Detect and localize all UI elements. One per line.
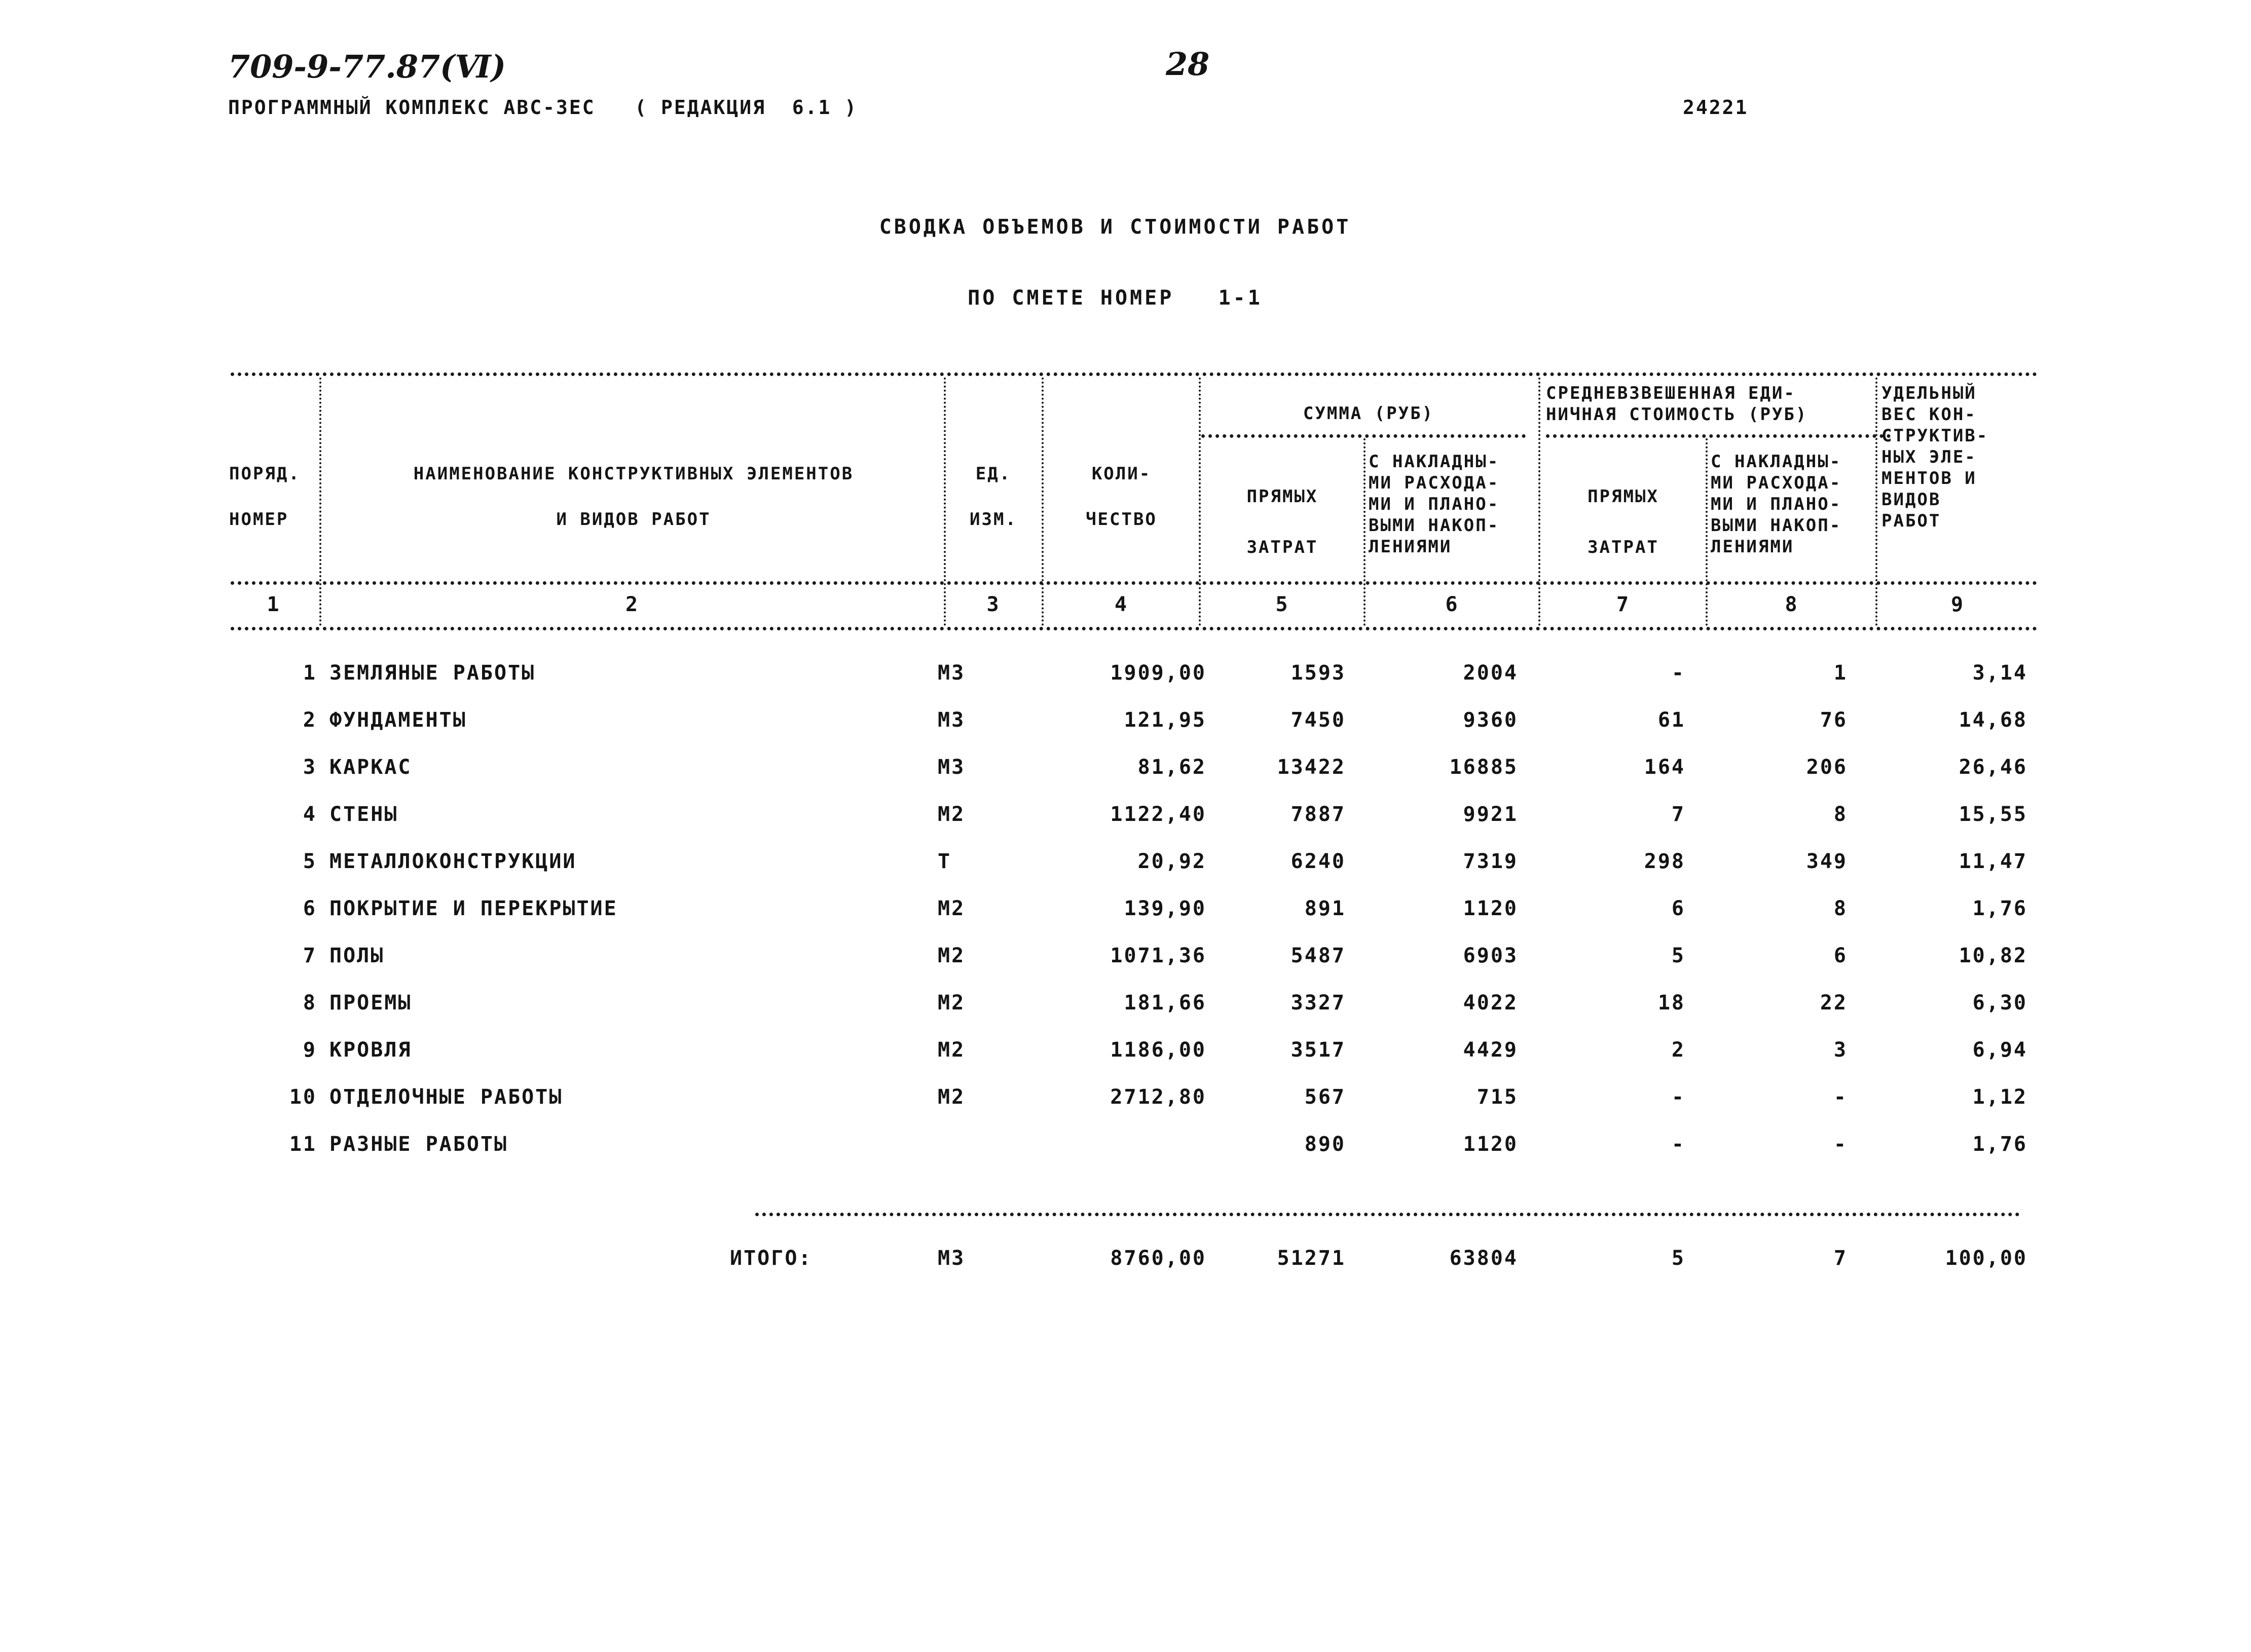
header-unit: ЕД. ИЗМ. bbox=[970, 464, 1017, 530]
row-quantity: 1122,40 bbox=[1110, 803, 1206, 826]
page-title: СВОДКА ОБЪЕМОВ И СТОИМОСТИ РАБОТ bbox=[879, 215, 1351, 239]
row-overhead-cost: 2004 bbox=[1463, 661, 1518, 685]
header-bottom-rule bbox=[231, 581, 2038, 585]
row-average-overhead: 206 bbox=[1806, 756, 1848, 779]
header-element-name: НАИМЕНОВАНИЕ КОНСТРУКТИВНЫХ ЭЛЕМЕНТОВ И ВИДОВ РАБОТ bbox=[413, 464, 854, 530]
row-average-direct: 18 bbox=[1657, 991, 1685, 1015]
row-direct-cost: 13422 bbox=[1277, 756, 1346, 779]
row-share: 3,14 bbox=[1972, 661, 2027, 685]
column-separator bbox=[319, 378, 321, 626]
row-direct-cost: 890 bbox=[1304, 1133, 1346, 1156]
column-number: 2 bbox=[625, 593, 640, 616]
row-average-overhead: 6 bbox=[1833, 944, 1848, 967]
total-average-direct: 5 bbox=[1671, 1247, 1685, 1270]
column-separator bbox=[1875, 378, 1877, 626]
row-unit: М2 bbox=[938, 1038, 966, 1062]
header-order-number: ПОРЯД. НОМЕР bbox=[229, 464, 301, 530]
row-average-overhead: 1 bbox=[1833, 661, 1848, 685]
row-share: 10,82 bbox=[1959, 944, 2027, 967]
avg-group-rule bbox=[1546, 434, 1891, 438]
row-quantity: 181,66 bbox=[1124, 991, 1206, 1015]
row-element-name: ЗЕМЛЯНЫЕ РАБОТЫ bbox=[329, 661, 536, 685]
row-number: 9 bbox=[303, 1038, 317, 1062]
row-number: 3 bbox=[303, 756, 317, 779]
handwritten-page-number: 28 bbox=[1166, 46, 1210, 83]
row-direct-cost: 3327 bbox=[1290, 991, 1346, 1015]
row-share: 6,30 bbox=[1972, 991, 2027, 1015]
row-quantity: 81,62 bbox=[1137, 756, 1206, 779]
total-average-overhead: 7 bbox=[1833, 1247, 1848, 1270]
document-number: 24221 bbox=[1683, 96, 1749, 119]
row-average-direct: 6 bbox=[1671, 897, 1685, 920]
row-overhead-cost: 16885 bbox=[1449, 756, 1518, 779]
row-quantity: 1186,00 bbox=[1110, 1038, 1206, 1062]
row-number: 11 bbox=[289, 1133, 317, 1156]
row-average-overhead: - bbox=[1833, 1085, 1848, 1109]
row-quantity: 2712,80 bbox=[1110, 1085, 1206, 1109]
row-element-name: КАРКАС bbox=[329, 756, 412, 779]
column-number: 9 bbox=[1950, 593, 1965, 616]
total-unit: М3 bbox=[938, 1247, 966, 1270]
row-share: 14,68 bbox=[1959, 708, 2027, 732]
total-direct: 51271 bbox=[1277, 1247, 1346, 1270]
row-direct-cost: 6240 bbox=[1290, 850, 1346, 873]
row-unit: М3 bbox=[938, 661, 966, 685]
row-overhead-cost: 9921 bbox=[1463, 803, 1518, 826]
row-direct-cost: 3517 bbox=[1290, 1038, 1346, 1062]
column-number: 6 bbox=[1445, 593, 1459, 616]
row-quantity: 121,95 bbox=[1124, 708, 1206, 732]
total-label: ИТОГО: bbox=[730, 1247, 813, 1270]
row-element-name: РАЗНЫЕ РАБОТЫ bbox=[329, 1133, 508, 1156]
column-separator bbox=[1199, 378, 1201, 626]
column-number: 1 bbox=[267, 593, 281, 616]
row-average-overhead: 76 bbox=[1820, 708, 1848, 732]
row-overhead-cost: 4022 bbox=[1463, 991, 1518, 1015]
row-overhead-cost: 715 bbox=[1477, 1085, 1518, 1109]
row-element-name: ПОЛЫ bbox=[329, 944, 385, 967]
header-sum-group: СУММА (РУБ) bbox=[1303, 403, 1434, 424]
column-number: 8 bbox=[1785, 593, 1799, 616]
row-number: 5 bbox=[303, 850, 317, 873]
row-number: 4 bbox=[303, 803, 317, 826]
row-quantity: 139,90 bbox=[1124, 897, 1206, 920]
header-quantity: КОЛИ- ЧЕСТВО bbox=[1086, 464, 1157, 530]
total-share: 100,00 bbox=[1945, 1247, 2027, 1270]
row-number: 6 bbox=[303, 897, 317, 920]
row-average-direct: 5 bbox=[1671, 944, 1685, 967]
row-direct-cost: 1593 bbox=[1290, 661, 1346, 685]
row-share: 11,47 bbox=[1959, 850, 2027, 873]
row-average-overhead: 349 bbox=[1806, 850, 1848, 873]
row-unit: М2 bbox=[938, 944, 966, 967]
row-average-overhead: - bbox=[1833, 1133, 1848, 1156]
row-overhead-cost: 6903 bbox=[1463, 944, 1518, 967]
header-average-direct: ПРЯМЫХ ЗАТРАТ bbox=[1588, 486, 1659, 557]
row-element-name: МЕТАЛЛОКОНСТРУКЦИИ bbox=[329, 850, 577, 873]
column-number: 4 bbox=[1114, 593, 1129, 616]
row-average-direct: - bbox=[1671, 1085, 1685, 1109]
row-direct-cost: 7887 bbox=[1290, 803, 1346, 826]
column-number: 5 bbox=[1275, 593, 1289, 616]
row-direct-cost: 567 bbox=[1304, 1085, 1346, 1109]
sum-group-rule bbox=[1201, 434, 1526, 438]
row-average-direct: 61 bbox=[1657, 708, 1685, 732]
row-direct-cost: 5487 bbox=[1290, 944, 1346, 967]
column-separator bbox=[1042, 378, 1044, 626]
row-average-overhead: 22 bbox=[1820, 991, 1848, 1015]
row-number: 1 bbox=[303, 661, 317, 685]
row-number: 10 bbox=[289, 1085, 317, 1109]
row-average-direct: 164 bbox=[1644, 756, 1685, 779]
row-element-name: ФУНДАМЕНТЫ bbox=[329, 708, 467, 732]
row-share: 6,94 bbox=[1972, 1038, 2027, 1062]
row-quantity: 1071,36 bbox=[1110, 944, 1206, 967]
row-unit: М2 bbox=[938, 803, 966, 826]
row-unit: Т bbox=[938, 850, 952, 873]
header-specific-weight: УДЕЛЬНЫЙ ВЕС КОН- СТРУКТИВ- НЫХ ЭЛЕ- МЕНТОВ И ВИДОВ РАБОТ bbox=[1881, 383, 1989, 531]
row-element-name: КРОВЛЯ bbox=[329, 1038, 412, 1062]
row-number: 8 bbox=[303, 991, 317, 1015]
row-unit: М3 bbox=[938, 756, 966, 779]
handwritten-code: 709-9-77.87(Ⅵ) bbox=[228, 48, 506, 85]
row-overhead-cost: 9360 bbox=[1463, 708, 1518, 732]
row-element-name: ПРОЕМЫ bbox=[329, 991, 412, 1015]
total-quantity: 8760,00 bbox=[1110, 1247, 1206, 1270]
column-separator bbox=[1538, 378, 1540, 626]
row-share: 1,76 bbox=[1972, 1133, 2027, 1156]
column-number: 3 bbox=[986, 593, 1001, 616]
column-number: 7 bbox=[1616, 593, 1631, 616]
row-unit: М2 bbox=[938, 1085, 966, 1109]
row-overhead-cost: 1120 bbox=[1463, 1133, 1518, 1156]
row-share: 26,46 bbox=[1959, 756, 2027, 779]
row-overhead-cost: 1120 bbox=[1463, 897, 1518, 920]
row-unit: М2 bbox=[938, 897, 966, 920]
program-line: ПРОГРАММНЫЙ КОМПЛЕКС АВС-ЗЕС ( РЕДАКЦИЯ 6.1 ) bbox=[228, 96, 858, 119]
row-direct-cost: 891 bbox=[1304, 897, 1346, 920]
column-numbers-rule bbox=[231, 627, 2038, 630]
header-average-group: СРЕДНЕВЗВЕШЕННАЯ ЕДИ- НИЧНАЯ СТОИМОСТЬ (РУБ) bbox=[1546, 383, 1808, 425]
table-top-rule bbox=[231, 372, 2038, 376]
row-share: 1,76 bbox=[1972, 897, 2027, 920]
row-number: 2 bbox=[303, 708, 317, 732]
column-separator bbox=[1706, 438, 1708, 626]
row-element-name: ПОКРЫТИЕ И ПЕРЕКРЫТИЕ bbox=[329, 897, 618, 920]
row-average-overhead: 3 bbox=[1833, 1038, 1848, 1062]
row-average-direct: - bbox=[1671, 661, 1685, 685]
row-average-direct: 7 bbox=[1671, 803, 1685, 826]
row-average-direct: 2 bbox=[1671, 1038, 1685, 1062]
column-separator bbox=[1363, 438, 1366, 626]
row-direct-cost: 7450 bbox=[1290, 708, 1346, 732]
row-unit: М3 bbox=[938, 708, 966, 732]
row-share: 15,55 bbox=[1959, 803, 2027, 826]
header-sum-overhead: С НАКЛАДНЫ- МИ РАСХОДА- МИ И ПЛАНО- ВЫМИ НАКОП- ЛЕНИЯМИ bbox=[1369, 452, 1500, 557]
row-overhead-cost: 4429 bbox=[1463, 1038, 1518, 1062]
row-overhead-cost: 7319 bbox=[1463, 850, 1518, 873]
row-share: 1,12 bbox=[1972, 1085, 2027, 1109]
row-quantity: 20,92 bbox=[1137, 850, 1206, 873]
row-average-overhead: 8 bbox=[1833, 803, 1848, 826]
row-average-direct: 298 bbox=[1644, 850, 1685, 873]
total-rule bbox=[755, 1213, 2020, 1216]
row-quantity: 1909,00 bbox=[1110, 661, 1206, 685]
total-overhead: 63804 bbox=[1449, 1247, 1518, 1270]
row-element-name: СТЕНЫ bbox=[329, 803, 398, 826]
row-number: 7 bbox=[303, 944, 317, 967]
header-average-overhead: С НАКЛАДНЫ- МИ РАСХОДА- МИ И ПЛАНО- ВЫМИ НАКОП- ЛЕНИЯМИ bbox=[1711, 452, 1842, 557]
column-separator bbox=[944, 378, 946, 626]
header-sum-direct: ПРЯМЫХ ЗАТРАТ bbox=[1246, 486, 1318, 557]
row-average-direct: - bbox=[1671, 1133, 1685, 1156]
row-element-name: ОТДЕЛОЧНЫЕ РАБОТЫ bbox=[329, 1085, 563, 1109]
row-unit: М2 bbox=[938, 991, 966, 1015]
page-subtitle: ПО СМЕТЕ НОМЕР 1-1 bbox=[968, 286, 1263, 310]
row-average-overhead: 8 bbox=[1833, 897, 1848, 920]
